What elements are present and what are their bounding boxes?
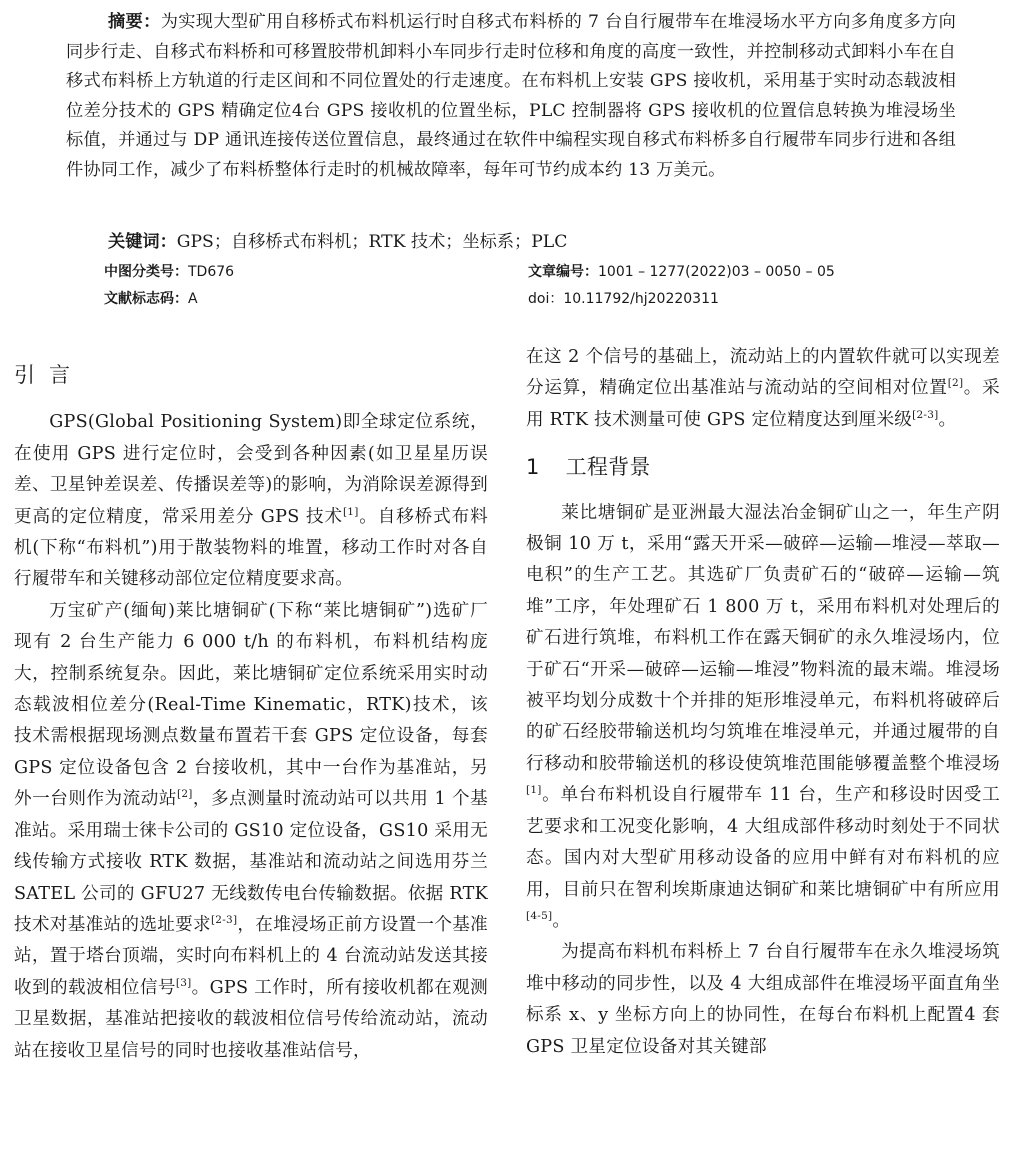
clc-number bbox=[104, 262, 234, 282]
clc-value: TD676 bbox=[188, 264, 235, 280]
article-number-value: 1001 – 1277(2022)03 – 0050 – 05 bbox=[598, 264, 835, 280]
citation-ref: [1] bbox=[526, 784, 542, 797]
left-column bbox=[14, 342, 488, 1067]
abstract-label: 摘要： bbox=[108, 12, 161, 32]
background-paragraph-2: 为提高布料机布料桥上 7 台自行履带车在永久堆浸场筑堆中移动的同步性，以及 4 大组成部件在堆浸场平面直角坐标系 x、y 坐标方向上的协同性，在每台布料机上配置4 套 GPS 卫星定位设备对其关键部 bbox=[526, 942, 1000, 1057]
background-paragraph-1 bbox=[526, 498, 1000, 938]
section-number: 1 bbox=[526, 455, 540, 480]
intro-p2-text-3: ，在堆浸场正前方设置一个基准站，置于塔台顶端，实时向布料机上的 4 台流动站发送其接收到的载波相位信号 bbox=[14, 914, 488, 998]
continuation-text: 在这 2 个信号的基础上，流动站上的内置软件就可以实现差分运算，精确定位出基准站与流动站的空间相对位置 bbox=[526, 347, 1000, 399]
background-p1-text-3: 。 bbox=[552, 910, 571, 931]
document-code-label: 文献标志码： bbox=[104, 291, 188, 307]
intro-p1-text-end: 。自移桥式布料机(下称“布料机”)用于散装物料的堆置，移动工作时对各自行履带车和关键移动部位定位精度要求高。 bbox=[14, 506, 488, 590]
keywords-text: GPS；自移桥式布料机；RTK 技术；坐标系；PLC bbox=[176, 232, 568, 252]
intro-p1-text: GPS(Global Positioning System)即全球定位系统，在使用 GPS 进行定位时，会受到各种因素(如卫星星历误差、卫星钟差误差、传播误差等)的影响，为消除误差源得到更高的定位精度，常采用差分 GPS 技术 bbox=[14, 412, 488, 527]
citation-ref: [2] bbox=[947, 377, 964, 390]
document-code-value: A bbox=[188, 291, 198, 307]
continuation-text-3: 。 bbox=[938, 409, 957, 430]
background-p1-text-2: 。单台布料机设自行履带车 11 台，生产和移设时因受工艺要求和工况变化影响，4 大组成部件移动时刻处于不同状态。国内对大型矿用移动设备的应用中鲜有对布料机的应用，目前只在智利埃斯康迪达铜矿和莱比塘铜矿中有所应用 bbox=[526, 785, 1000, 900]
citation-ref: [1] bbox=[342, 505, 359, 518]
abstract bbox=[66, 8, 956, 185]
intro-continuation bbox=[526, 342, 1000, 436]
citation-ref: [2] bbox=[177, 788, 193, 801]
continuation-text-2: 。采用 RTK 技术测量可使 GPS 定位精度达到厘米级 bbox=[526, 378, 1000, 430]
keywords bbox=[108, 228, 968, 256]
doi-label: doi： bbox=[528, 291, 564, 307]
intro-paragraph-1 bbox=[14, 407, 488, 595]
intro-p2-text: 万宝矿产(缅甸)莱比塘铜矿(下称“莱比塘铜矿”)选矿厂现有 2 台生产能力 6 000 t/h 的布料机，布料机结构庞大，控制系统复杂。因此，莱比塘铜矿定位系统采用实时动态载波相位差分(Real-Time Kinematic，RTK)技术，该技术需根据现场测点数量布置若干套 GPS 定位设备，每套 GPS 定位设备包含 2 台接收机，其中一台作为基准站，另外一台则作为流动站 bbox=[14, 600, 488, 810]
section-title: 工程背景 bbox=[565, 455, 651, 480]
citation-ref: [4-5] bbox=[526, 909, 553, 922]
intro-paragraph-2 bbox=[14, 596, 488, 1067]
citation-ref: [2-3] bbox=[210, 913, 238, 926]
background-p1-text: 莱比塘铜矿是亚洲最大湿法冶金铜矿山之一，年生产阴极铜 10 万 t，采用“露天开采—破碎—运输—堆浸—萃取—电积”的生产工艺。其选矿厂负责矿石的“破碎—运输—筑堆”工序，年处理矿石 1 800 万 t，采用布料机对处理后的矿石进行筑堆，布料机工作在露天铜矿的永久堆浸场内，位于矿石“开采—破碎—运输—堆浸”物料流的最末端。堆浸场被平均划分成数十个并排的矩形堆浸单元，布料机将破碎后的矿石经胶带输送机均匀筑堆在堆浸单元，并通过履带的自行移动和胶带输送机的移设使筑堆范围能够覆盖整个堆浸场 bbox=[526, 502, 1000, 774]
introduction-heading: 引言 bbox=[14, 363, 84, 387]
section-1-heading bbox=[526, 436, 1000, 497]
citation-ref: [3] bbox=[175, 976, 192, 989]
keywords-label: 关键词： bbox=[108, 232, 177, 252]
article-number-label: 文章编号： bbox=[528, 264, 598, 280]
right-column bbox=[526, 342, 1000, 1063]
doi bbox=[528, 289, 719, 309]
clc-label: 中图分类号： bbox=[104, 264, 188, 280]
document-code bbox=[104, 289, 198, 309]
citation-ref: [2-3] bbox=[912, 408, 939, 421]
abstract-text: 为实现大型矿用自移桥式布料机运行时自移式布料桥的 7 台自行履带车在堆浸场水平方向多角度多方向同步行走、自移式布料桥和可移置胶带机卸料小车同步行走时位移和角度的高度一致性，并控制移动式卸料小车在自移式布料桥上方轨道的行走区间和不同位置处的行走速度。在布料机上安装 GPS 接收机，采用基于实时动态载波相位差分技术的 GPS 精确定位4台 GPS 接收机的位置坐标，PLC 控制器将 GPS 接收机的位置信息转换为堆浸场坐标值，并通过与 DP 通讯连接传送位置信息，最终通过在软件中编程实现自移式布料桥多自行履带车同步行进和各组件协同工作，减少了布料桥整体行走时的机械故障率，每年可节约成本约 13 万美元。 bbox=[66, 12, 956, 180]
article-number bbox=[528, 262, 835, 282]
doi-value: 10.11792/hj20220311 bbox=[563, 291, 719, 307]
intro-p2-text-2: ，多点测量时流动站可以共用 1 个基准站。采用瑞士徕卡公司的 GS10 定位设备，GS10 采用无线传输方式接收 RTK 数据，基准站和流动站之间选用芬兰 SATEL 公司的 GFU27 无线数传电台传输数据。依据 RTK 技术对基准站的选址要求 bbox=[14, 789, 488, 935]
intro-p2-text-4: 。GPS 工作时，所有接收机都在观测卫星数据，基准站把接收的载波相位信号传给流动站，流动站在接收卫星信号的同时也接收基准站信号， bbox=[14, 977, 488, 1061]
